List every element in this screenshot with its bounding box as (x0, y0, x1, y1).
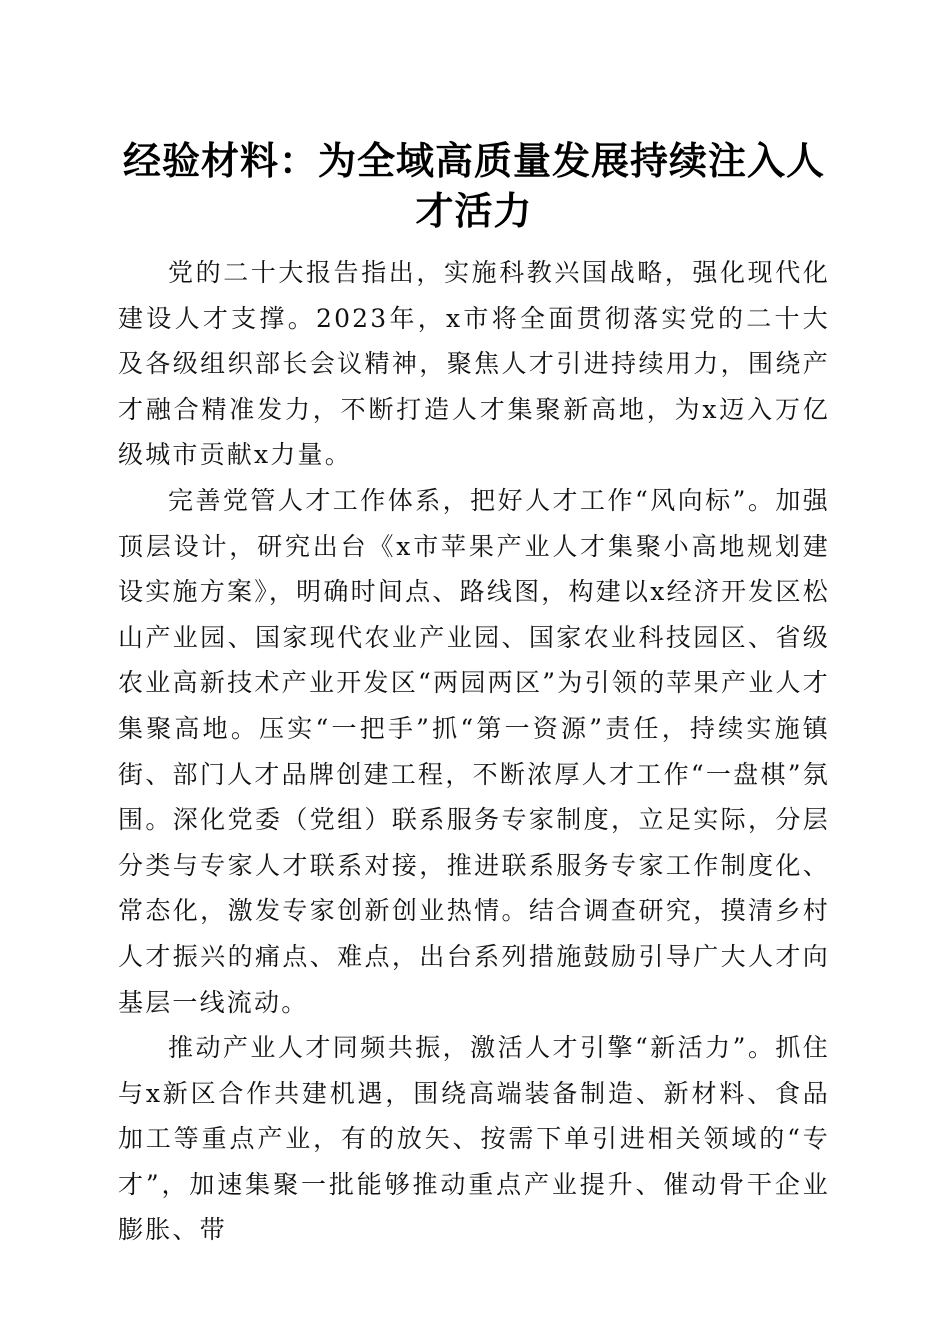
paragraph: 党的二十大报告指出，实施科教兴国战略，强化现代化建设人才支撑。2023年，x市将全面贯彻落实党的二十大及各级组织部长会议精神，聚焦人才引进持续用力，围绕产才融合精准发力，不断打造人才集聚新高地，为x迈入万亿级城市贡献x力量。 (118, 258, 830, 470)
paragraph: 推动产业人才同频共振，激活人才引擎“新活力”。抓住与x新区合作共建机遇，围绕高端装备制造、新材料、食品加工等重点产业，有的放矢、按需下单引进相关领域的“专才”，加速集聚一批能够推动重点产业提升、催动骨干企业膨胀、带 (118, 1033, 830, 1245)
document-body (118, 250, 830, 1253)
document-title: 经验材料：为全域高质量发展持续注入人才活力 (122, 138, 825, 233)
paragraph: 完善党管人才工作体系，把好人才工作“风向标”。加强顶层设计，研究出台《x市苹果产业人才集聚小高地规划建设实施方案》，明确时间点、路线图，构建以x经济开发区松山产业园、国家现代农业产业园、国家农业科技园区、省级农业高新技术产业开发区“两园两区”为引领的苹果产业人才集聚高地。压实“一把手”抓“第一资源”责任，持续实施镇街、部门人才品牌创建工程，不断浓厚人才工作“一盘棋”氛围。深化党委（党组）联系服务专家制度，立足实际，分层分类与专家人才联系对接，推进联系服务专家工作制度化、常态化，激发专家创新创业热情。结合调查研究，摸清乡村人才振兴的痛点、难点，出台系列措施鼓励引导广大人才向基层一线流动。 (118, 485, 830, 1017)
